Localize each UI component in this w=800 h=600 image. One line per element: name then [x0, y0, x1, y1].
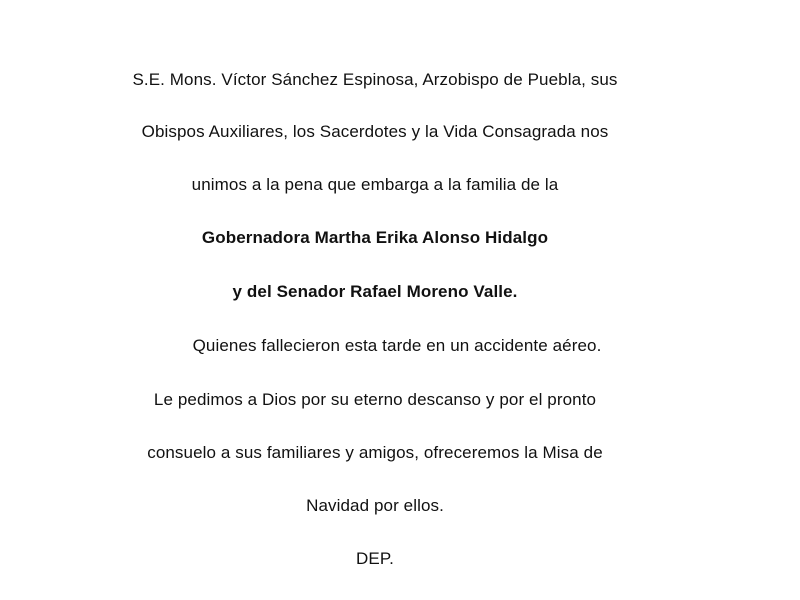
document-line-3: unimos a la pena que embarga a la familia de la — [191, 175, 559, 194]
document-line-7: Le pedimos a Dios por su eterno descanso y por el pronto — [153, 390, 597, 409]
governor-name-line: Gobernadora Martha Erika Alonso Hidalgo — [201, 228, 549, 247]
document-line-8: consuelo a sus familiares y amigos, ofreceremos la Misa de — [147, 443, 603, 462]
document-line-2: Obispos Auxiliares, los Sacerdotes y la Vida Consagrada nos — [141, 122, 609, 141]
document-line-6: Quienes fallecieron esta tarde en un accidente aéreo. — [192, 336, 602, 355]
senator-name-line: y del Senador Rafael Moreno Valle. — [232, 282, 518, 301]
document-closing-dep: DEP. — [356, 549, 394, 568]
document-line-9: Navidad por ellos. — [306, 496, 444, 515]
document-line-1: S.E. Mons. Víctor Sánchez Espinosa, Arzobispo de Puebla, sus — [132, 70, 618, 89]
